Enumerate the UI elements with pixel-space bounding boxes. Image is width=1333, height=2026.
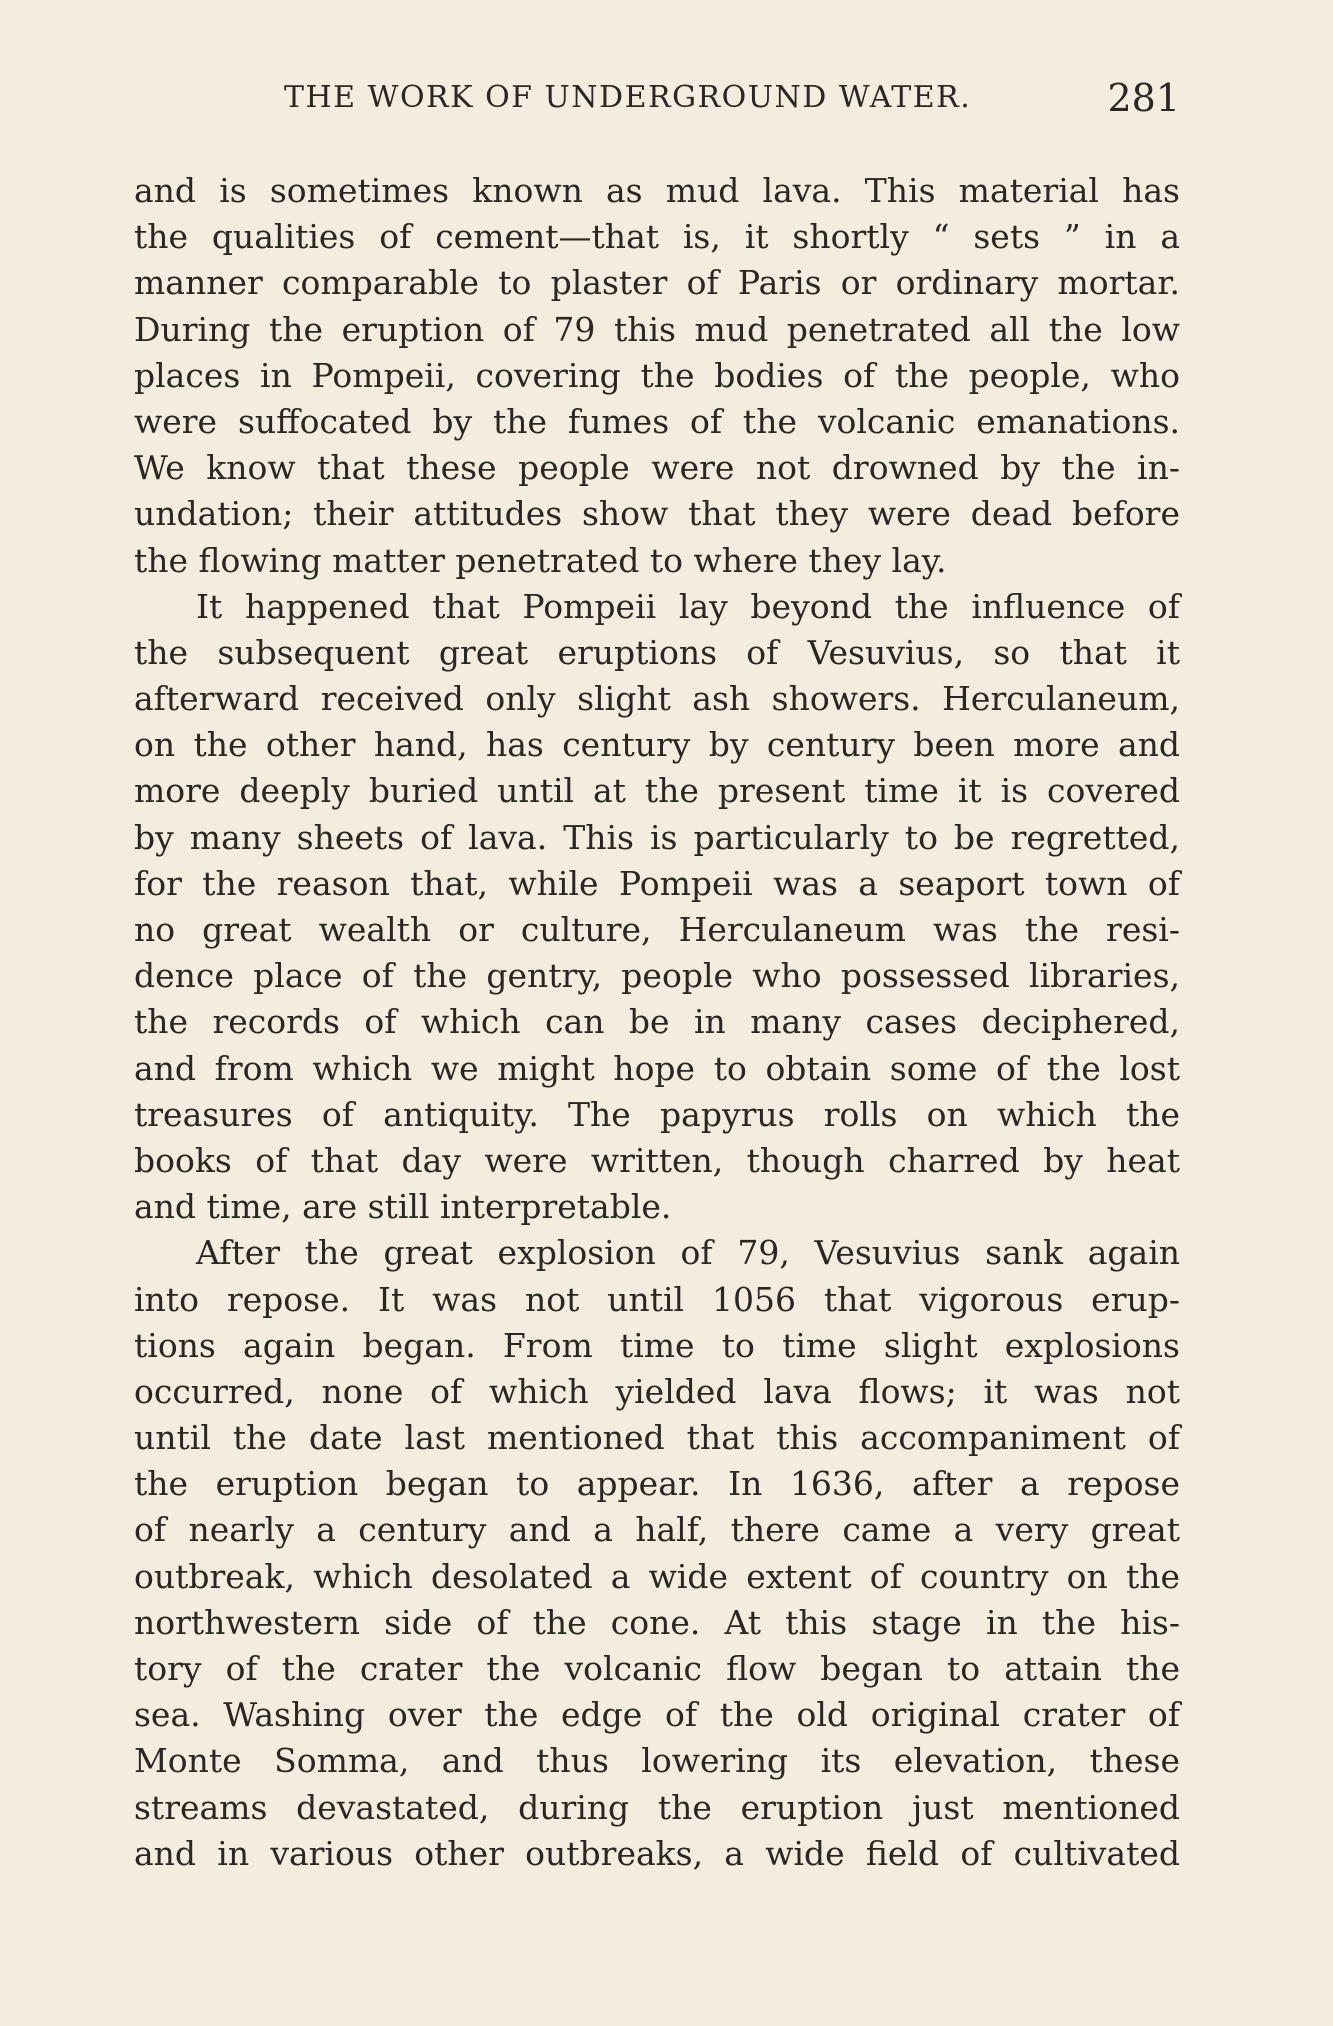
text-line: outbreak, which desolated a wide extent of country on the [134, 1556, 1180, 1596]
text-line: the records of which can be in many cases deciphered, [134, 1002, 1180, 1042]
body-text [134, 168, 1180, 1877]
text-line: books of that day were written, though charred by heat [134, 1140, 1180, 1180]
text-line: the subsequent great eruptions of Vesuvius, so that it [134, 632, 1180, 672]
text-line: occurred, none of which yielded lava flows; it was not [134, 1371, 1180, 1411]
text-line: treasures of antiquity. The papyrus rolls on which the [134, 1094, 1180, 1134]
text-line: for the reason that, while Pompeii was a seaport town of [134, 863, 1180, 903]
text-line: the eruption began to appear. In 1636, after a repose [134, 1464, 1180, 1504]
text-line: on the other hand, has century by century been more and [134, 725, 1180, 765]
running-head: THE WORK OF UNDERGROUND WATER. [284, 80, 972, 115]
text-line: It happened that Pompeii lay beyond the influence of [196, 586, 1180, 626]
page-number: 281 [1107, 76, 1180, 120]
text-line: Monte Somma, and thus lowering its elevation, these [134, 1741, 1180, 1781]
text-line: were suffocated by the fumes of the volcanic emanations. [134, 401, 1180, 441]
text-line: and is sometimes known as mud lava. This material has [134, 171, 1180, 210]
text-line: afterward received only slight ash showers. Herculaneum, [134, 679, 1180, 719]
text-line: dence place of the gentry, people who possessed libraries, [134, 956, 1180, 996]
text-line: the qualities of cement—that is, it shortly “ sets ” in a [134, 217, 1180, 257]
text-line: and in various other outbreaks, a wide field of cultivated [134, 1833, 1180, 1873]
text-line: of nearly a century and a half, there came a very great [134, 1510, 1180, 1550]
text-line: During the eruption of 79 this mud penetrated all the low [134, 309, 1180, 349]
text-line: places in Pompeii, covering the bodies of the people, who [134, 355, 1180, 395]
text-line: sea. Washing over the edge of the old original crater of [134, 1695, 1180, 1735]
text-line: northwestern side of the cone. At this stage in the his- [134, 1602, 1180, 1642]
text-line: tory of the crater the volcanic flow began to attain the [134, 1649, 1180, 1688]
text-line: by many sheets of lava. This is particularly to be regretted, [134, 817, 1180, 857]
text-line: and from which we might hope to obtain some of the lost [134, 1048, 1180, 1088]
text-line: We know that these people were not drowned by the in- [134, 448, 1180, 488]
text-line: more deeply buried until at the present time it is covered [134, 771, 1180, 811]
text-line: no great wealth or culture, Herculaneum was the resi- [134, 910, 1180, 949]
text-line: undation; their attitudes show that they were dead before [134, 494, 1180, 534]
text-line: tions again began. From time to time slight explosions [134, 1325, 1180, 1365]
text-line: streams devastated, during the eruption just mentioned [134, 1787, 1180, 1827]
text-line: and time, are still interpretable. [134, 1187, 672, 1227]
text-line: the flowing matter penetrated to where they lay. [134, 540, 947, 580]
page-header [134, 76, 1180, 130]
text-line: into repose. It was not until 1056 that vigorous erup- [134, 1279, 1180, 1319]
text-line: until the date last mentioned that this accompaniment of [134, 1418, 1180, 1458]
text-line: manner comparable to plaster of Paris or ordinary mortar. [134, 263, 1180, 303]
text-line: After the great explosion of 79, Vesuvius sank again [196, 1233, 1180, 1273]
